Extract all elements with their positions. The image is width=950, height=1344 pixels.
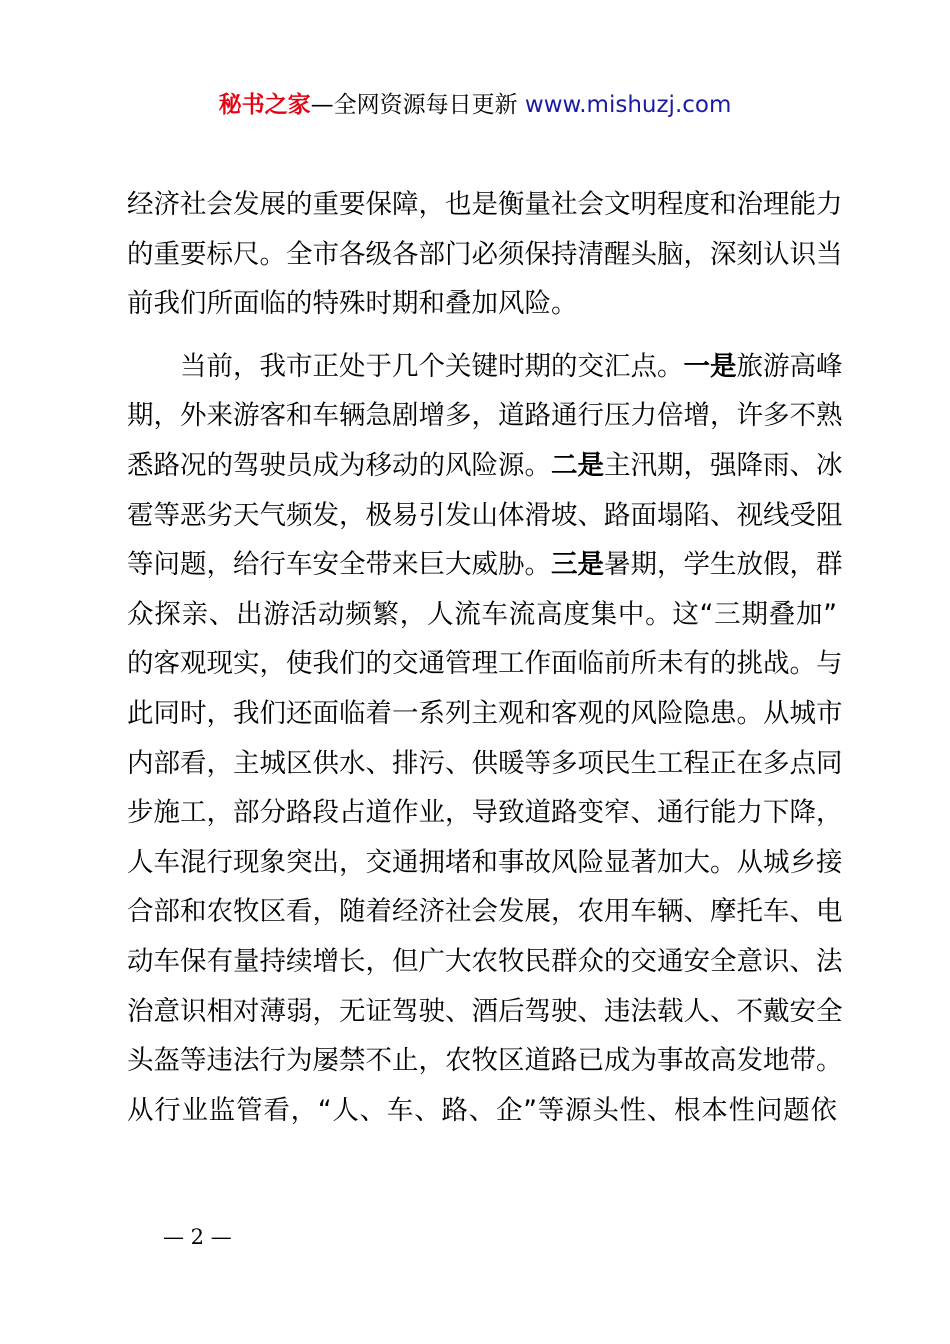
paragraph-2-line: 众探亲、出游活动频繁，人流车流高度集中。这“三期叠加” [127, 598, 837, 630]
brand-name: 秘书之家 [218, 92, 311, 118]
text-run: 等问题，给行车安全带来巨大威胁。 [127, 549, 551, 581]
paragraph-2-line [127, 342, 843, 392]
paragraph-2-line: 步施工，部分路段占道作业，导致道路变窄、通行能力下降， [127, 797, 843, 829]
paragraph-2-line: 期，外来游客和车辆急剧增多，道路通行压力倍增，许多不熟 [127, 400, 843, 432]
paragraph-1-line: 前我们所面临的特殊时期和叠加风险。 [127, 288, 578, 320]
bold-marker-third: 三是 [551, 549, 604, 581]
paragraph-2-line: 此同时，我们还面临着一系列主观和客观的风险隐患。从城市 [127, 697, 843, 729]
page-number: — 2 — [163, 1225, 232, 1249]
bold-marker-first: 一是 [683, 350, 737, 382]
paragraph-2-line [127, 540, 843, 590]
bold-marker-second: 二是 [551, 449, 604, 481]
paragraph-2-line [127, 441, 843, 491]
paragraph-2-line: 治意识相对薄弱，无证驾驶、酒后驾驶、违法载人、不戴安全 [127, 995, 843, 1027]
document-body [127, 180, 843, 1135]
paragraph-2-line: 内部看，主城区供水、排污、供暖等多项民生工程正在多点同 [127, 747, 843, 779]
paragraph-2-line: 动车保有量持续增长，但广大农牧民群众的交通安全意识、法 [127, 945, 843, 977]
paragraph-2-line: 从行业监管看，“人、车、路、企”等源头性、根本性问题依 [127, 1094, 837, 1126]
paragraph-1-line: 经济社会发展的重要保障，也是衡量社会文明程度和治理能力 [127, 189, 843, 220]
paragraph-2-line: 雹等恶劣天气频发，极易引发山体滑坡、路面塌陷、视线受阻 [127, 499, 843, 531]
paragraph-1-line: 的重要标尺。全市各级各部门必须保持清醒头脑，深刻认识当 [127, 238, 843, 270]
site-watermark-header [0, 88, 950, 122]
paragraph-2-line: 合部和农牧区看，随着经济社会发展，农用车辆、摩托车、电 [127, 896, 843, 928]
text-run: 暑期，学生放假，群 [604, 549, 843, 581]
paragraph-2-line: 人车混行现象突出，交通拥堵和事故风险显著加大。从城乡接 [127, 846, 843, 878]
text-run: 旅游高峰 [736, 350, 843, 382]
text-run: 当前，我市正处于几个关键时期的交汇点。 [180, 350, 684, 382]
text-run: 悉路况的驾驶员成为移动的风险源。 [127, 449, 551, 481]
paragraph-2-line: 的客观现实，使我们的交通管理工作面临前所未有的挑战。与 [127, 648, 843, 680]
site-url-link[interactable]: www.mishuzj.com [524, 92, 732, 118]
header-tagline: —全网资源每日更新 [310, 92, 525, 118]
paragraph-2-line: 头盔等违法行为屡禁不止，农牧区道路已成为事故高发地带。 [127, 1045, 843, 1077]
text-run: 主汛期，强降雨、冰 [604, 449, 843, 481]
